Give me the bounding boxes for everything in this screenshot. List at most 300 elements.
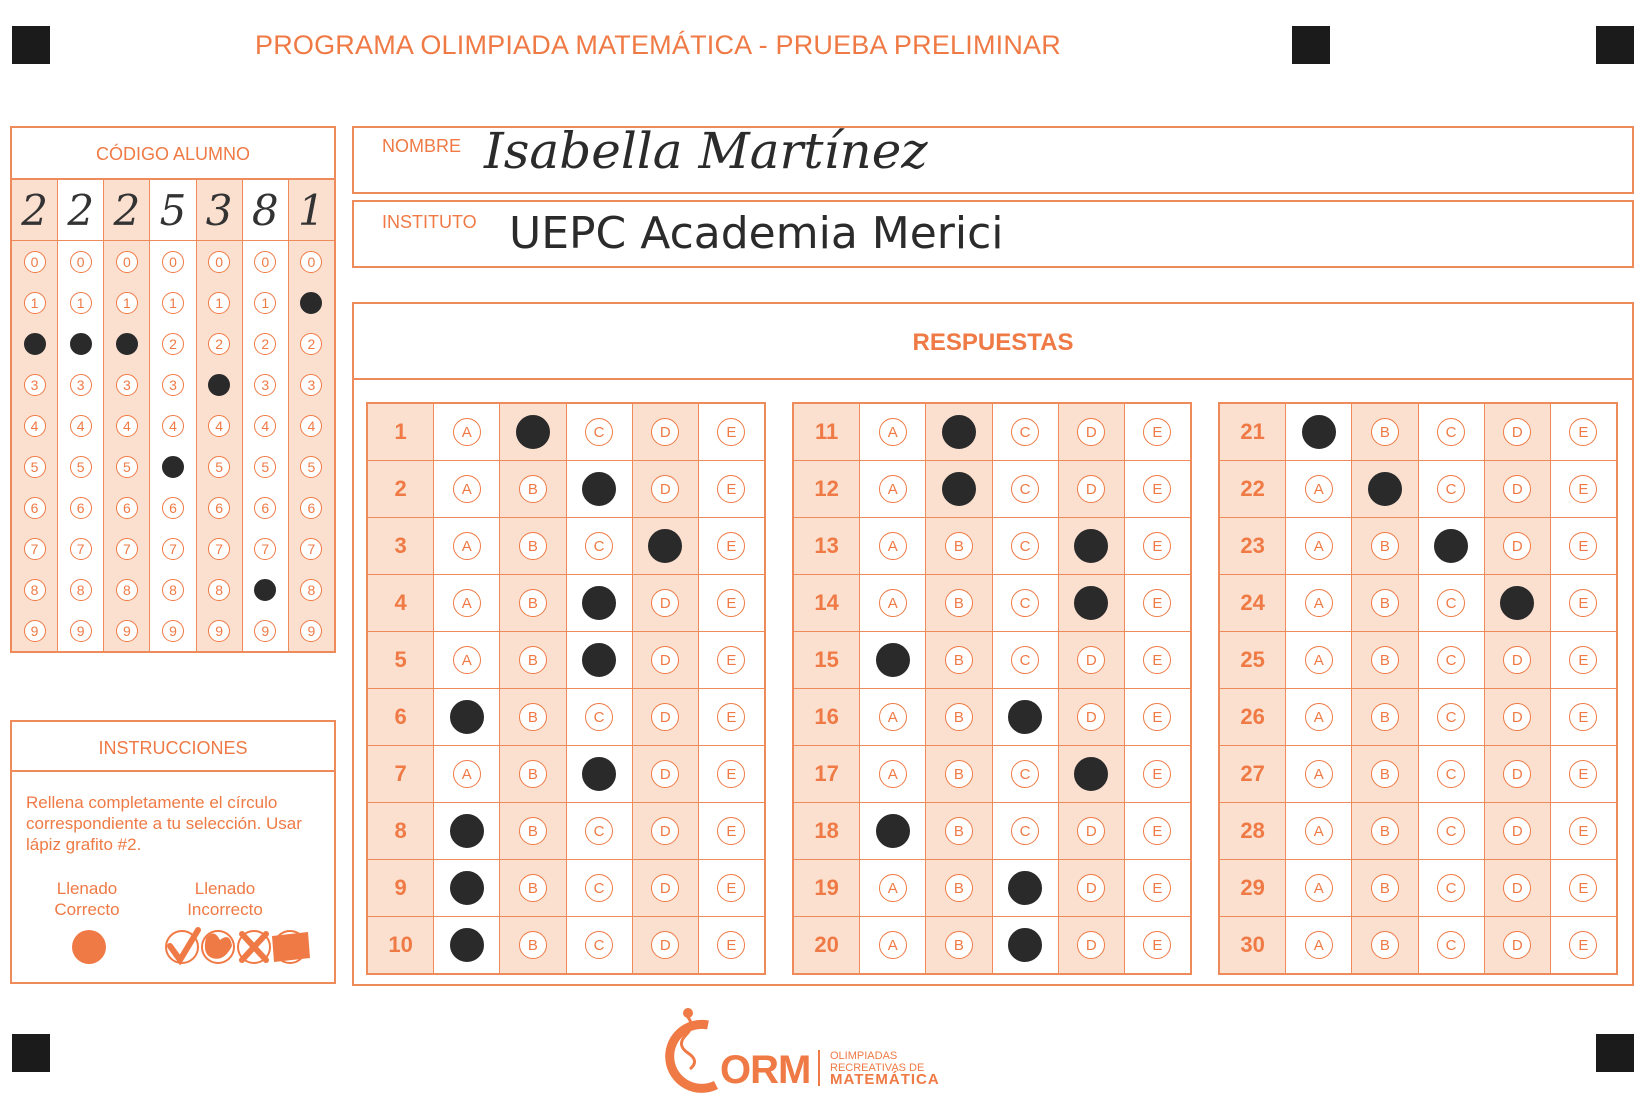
- student-code-bubble[interactable]: 5: [116, 456, 138, 478]
- answer-bubble-e[interactable]: E: [1143, 760, 1171, 788]
- answer-bubble-c[interactable]: [582, 757, 616, 791]
- answer-cell: [1125, 461, 1190, 517]
- answer-bubble-d[interactable]: D: [651, 703, 679, 731]
- student-code-bubble[interactable]: 1: [254, 292, 276, 314]
- answer-bubble-d[interactable]: D: [1503, 760, 1531, 788]
- answer-bubble-d[interactable]: D: [1503, 817, 1531, 845]
- answer-cell: [1352, 803, 1418, 859]
- answer-bubble-b[interactable]: B: [519, 874, 547, 902]
- student-code-bubble-cell: [208, 323, 230, 364]
- answer-row: [368, 746, 764, 803]
- student-code-grid: [10, 178, 336, 653]
- answer-bubble-d[interactable]: [1074, 529, 1108, 563]
- student-code-bubble[interactable]: 6: [300, 497, 322, 519]
- answer-row: [368, 803, 764, 860]
- answer-cell: [434, 632, 500, 688]
- answer-bubble-b[interactable]: B: [519, 589, 547, 617]
- answer-bubble-d[interactable]: D: [1077, 931, 1105, 959]
- answer-bubble-b[interactable]: B: [519, 703, 547, 731]
- answer-cell: [1485, 689, 1551, 745]
- answer-bubble-a[interactable]: A: [879, 874, 907, 902]
- answer-cell: [1485, 860, 1551, 916]
- answer-bubble-b[interactable]: B: [1371, 874, 1399, 902]
- answer-bubble-d[interactable]: D: [1503, 874, 1531, 902]
- student-code-digit[interactable]: 2: [12, 180, 57, 241]
- answer-bubble-b[interactable]: B: [1371, 646, 1399, 674]
- answer-bubble-a[interactable]: A: [879, 475, 907, 503]
- answer-cell: [1125, 917, 1190, 973]
- answer-bubble-c[interactable]: C: [585, 703, 613, 731]
- answer-bubble-d[interactable]: D: [651, 931, 679, 959]
- student-code-bubble[interactable]: 6: [254, 497, 276, 519]
- student-code-bubble[interactable]: 9: [254, 620, 276, 642]
- answer-cell: [633, 860, 699, 916]
- answer-bubble-a[interactable]: A: [453, 589, 481, 617]
- answer-bubble-c[interactable]: C: [585, 931, 613, 959]
- answer-bubble-c[interactable]: C: [1437, 817, 1465, 845]
- answer-bubble-d[interactable]: D: [1077, 418, 1105, 446]
- answer-bubble-c[interactable]: [1434, 529, 1468, 563]
- answer-bubble-a[interactable]: A: [879, 703, 907, 731]
- student-code-bubble-cell: [300, 528, 322, 569]
- answer-bubble-d[interactable]: D: [1503, 931, 1531, 959]
- answer-bubble-c[interactable]: C: [1011, 418, 1039, 446]
- student-code-bubble[interactable]: 8: [24, 579, 46, 601]
- answer-bubble-e[interactable]: E: [1569, 703, 1597, 731]
- answer-bubble-e[interactable]: E: [717, 703, 745, 731]
- answer-bubble-c[interactable]: C: [1437, 703, 1465, 731]
- answer-bubble-d[interactable]: D: [651, 817, 679, 845]
- student-code-bubble[interactable]: 5: [300, 456, 322, 478]
- answer-bubble-b[interactable]: B: [1371, 931, 1399, 959]
- student-code-bubble[interactable]: 3: [116, 374, 138, 396]
- answer-bubble-c[interactable]: C: [1011, 817, 1039, 845]
- student-code-bubble[interactable]: 9: [116, 620, 138, 642]
- student-code-bubble[interactable]: 2: [254, 333, 276, 355]
- answer-cell: [1286, 632, 1352, 688]
- student-code-bubble[interactable]: 6: [116, 497, 138, 519]
- answer-bubble-a[interactable]: A: [1305, 703, 1333, 731]
- answer-bubble-e[interactable]: E: [1569, 931, 1597, 959]
- student-code-bubble[interactable]: 5: [24, 456, 46, 478]
- answer-bubble-e[interactable]: E: [1569, 817, 1597, 845]
- answer-bubble-a[interactable]: [450, 700, 484, 734]
- answer-bubble-d[interactable]: D: [1077, 475, 1105, 503]
- answer-cell: [926, 632, 992, 688]
- student-code-digit[interactable]: 5: [150, 180, 195, 241]
- answer-bubble-c[interactable]: [1008, 928, 1042, 962]
- answer-bubble-d[interactable]: D: [1503, 475, 1531, 503]
- student-code-digit[interactable]: 1: [289, 180, 334, 241]
- student-code-bubble[interactable]: [300, 292, 322, 314]
- answer-bubble-e[interactable]: E: [1143, 874, 1171, 902]
- answer-bubble-c[interactable]: C: [1011, 589, 1039, 617]
- answer-bubble-b[interactable]: B: [1371, 418, 1399, 446]
- student-code-digit[interactable]: 2: [58, 180, 103, 241]
- answer-bubble-c[interactable]: C: [1011, 475, 1039, 503]
- answer-cell: [434, 461, 500, 517]
- student-code-bubble[interactable]: 0: [162, 251, 184, 273]
- student-code-bubble[interactable]: [254, 579, 276, 601]
- student-code-bubble-cell: [162, 241, 184, 282]
- answer-bubble-e[interactable]: E: [1569, 646, 1597, 674]
- answer-bubble-b[interactable]: B: [945, 874, 973, 902]
- student-code-bubble[interactable]: [208, 374, 230, 396]
- answer-cell: [1059, 803, 1125, 859]
- answer-cell: [993, 689, 1059, 745]
- student-code-digit[interactable]: 3: [197, 180, 242, 241]
- student-code-bubble[interactable]: 8: [116, 579, 138, 601]
- student-code-bubble-cell: [24, 364, 46, 405]
- answer-cell: [699, 917, 764, 973]
- answer-bubble-c[interactable]: C: [585, 418, 613, 446]
- answer-bubble-d[interactable]: [648, 529, 682, 563]
- student-code-bubble-cell: [116, 446, 138, 487]
- student-code-bubble-cell: [24, 282, 46, 323]
- answer-bubble-b[interactable]: B: [1371, 703, 1399, 731]
- student-code-bubble[interactable]: 8: [300, 579, 322, 601]
- answer-bubble-a[interactable]: A: [879, 931, 907, 959]
- student-code-bubble[interactable]: 4: [24, 415, 46, 437]
- answer-bubble-c[interactable]: C: [1011, 532, 1039, 560]
- answer-bubble-b[interactable]: B: [1371, 532, 1399, 560]
- answer-bubble-d[interactable]: D: [651, 874, 679, 902]
- answer-bubble-a[interactable]: A: [453, 760, 481, 788]
- question-number: 10: [368, 917, 434, 973]
- answer-bubble-c[interactable]: C: [1011, 646, 1039, 674]
- student-code-bubble[interactable]: 8: [162, 579, 184, 601]
- student-code-bubble[interactable]: 1: [162, 292, 184, 314]
- answer-bubble-e[interactable]: E: [1143, 703, 1171, 731]
- answer-bubble-d[interactable]: [1074, 586, 1108, 620]
- answer-cell: [1352, 860, 1418, 916]
- student-code-bubble[interactable]: 1: [208, 292, 230, 314]
- student-code-bubble-cell: [208, 364, 230, 405]
- answer-bubble-a[interactable]: A: [1305, 589, 1333, 617]
- student-code-bubble-cell: [24, 446, 46, 487]
- answer-bubble-e[interactable]: E: [717, 532, 745, 560]
- answer-bubble-a[interactable]: A: [453, 532, 481, 560]
- answer-bubble-b[interactable]: B: [519, 646, 547, 674]
- answer-bubble-d[interactable]: D: [1077, 817, 1105, 845]
- answer-bubble-e[interactable]: E: [1569, 874, 1597, 902]
- answer-bubble-b[interactable]: [942, 415, 976, 449]
- answer-bubble-e[interactable]: E: [1143, 475, 1171, 503]
- student-code-bubble[interactable]: 6: [24, 497, 46, 519]
- answer-bubble-c[interactable]: C: [585, 532, 613, 560]
- name-value[interactable]: Isabella Martínez: [484, 122, 928, 180]
- answer-bubble-b[interactable]: [942, 472, 976, 506]
- student-code-bubble[interactable]: 0: [70, 251, 92, 273]
- student-code-bubble[interactable]: 2: [208, 333, 230, 355]
- answer-bubble-c[interactable]: C: [585, 817, 613, 845]
- answer-bubble-d[interactable]: D: [651, 475, 679, 503]
- answer-bubble-d[interactable]: D: [651, 646, 679, 674]
- answer-bubble-e[interactable]: E: [1143, 418, 1171, 446]
- student-code-bubble-cell: [24, 487, 46, 528]
- answer-cell: [1419, 632, 1485, 688]
- student-code-bubble-cell: [162, 323, 184, 364]
- student-code-bubble[interactable]: 3: [300, 374, 322, 396]
- student-code-bubble[interactable]: 5: [70, 456, 92, 478]
- student-code-digit[interactable]: 2: [104, 180, 149, 241]
- student-code-bubble[interactable]: 8: [208, 579, 230, 601]
- incorrect-fill-examples-icon: [162, 924, 322, 970]
- question-number: 3: [368, 518, 434, 574]
- answer-bubble-e[interactable]: E: [1569, 418, 1597, 446]
- answer-bubble-e[interactable]: E: [717, 646, 745, 674]
- question-number: 29: [1220, 860, 1286, 916]
- student-code-bubble[interactable]: 1: [70, 292, 92, 314]
- answer-cell: [860, 632, 926, 688]
- incorrect-fill-label: Llenado Incorrecto: [187, 879, 263, 919]
- answer-bubble-c[interactable]: [1008, 700, 1042, 734]
- answer-cell: [567, 746, 633, 802]
- student-code-bubble[interactable]: 0: [208, 251, 230, 273]
- answer-cell: [500, 746, 566, 802]
- answer-cell: [1419, 461, 1485, 517]
- answer-bubble-a[interactable]: A: [453, 475, 481, 503]
- student-code-bubble[interactable]: [24, 333, 46, 355]
- student-code-bubble[interactable]: 9: [162, 620, 184, 642]
- answer-bubble-c[interactable]: C: [1437, 418, 1465, 446]
- answer-bubble-e[interactable]: E: [717, 931, 745, 959]
- student-code-bubble[interactable]: 9: [70, 620, 92, 642]
- student-code-bubble[interactable]: 7: [208, 538, 230, 560]
- answer-bubble-c[interactable]: C: [1437, 589, 1465, 617]
- answer-bubble-d[interactable]: D: [1077, 703, 1105, 731]
- answer-bubble-c[interactable]: [582, 643, 616, 677]
- answer-row: [368, 689, 764, 746]
- answer-bubble-d[interactable]: [1500, 586, 1534, 620]
- student-code-bubble[interactable]: [162, 456, 184, 478]
- answer-bubble-c[interactable]: C: [1437, 760, 1465, 788]
- answer-cell: [434, 518, 500, 574]
- answer-bubble-a[interactable]: [450, 928, 484, 962]
- student-code-bubble[interactable]: 5: [254, 456, 276, 478]
- student-code-bubble-cell: [208, 487, 230, 528]
- student-code-bubble[interactable]: 5: [208, 456, 230, 478]
- answer-bubble-b[interactable]: B: [519, 931, 547, 959]
- answer-cell: [860, 518, 926, 574]
- institute-value[interactable]: UEPC Academia Merici: [509, 208, 1004, 259]
- answer-cell: [699, 689, 764, 745]
- student-code-digit[interactable]: 8: [243, 180, 288, 241]
- logo-line3: MATEMÁTICA: [830, 1071, 940, 1088]
- logo-line1: OLIMPIADAS: [830, 1050, 898, 1062]
- answer-bubble-e[interactable]: E: [1143, 817, 1171, 845]
- answer-bubble-e[interactable]: E: [1569, 475, 1597, 503]
- student-code-bubble[interactable]: 2: [300, 333, 322, 355]
- student-code-bubble[interactable]: 7: [70, 538, 92, 560]
- answer-bubble-a[interactable]: A: [1305, 475, 1333, 503]
- registration-marker-top-left: [12, 26, 50, 64]
- answer-bubble-a[interactable]: A: [1305, 646, 1333, 674]
- student-code-bubble[interactable]: 0: [300, 251, 322, 273]
- answer-bubble-d[interactable]: [1074, 757, 1108, 791]
- student-code-bubble[interactable]: 0: [24, 251, 46, 273]
- answer-bubble-e[interactable]: E: [1569, 532, 1597, 560]
- student-code-bubble[interactable]: 9: [24, 620, 46, 642]
- student-code-bubble[interactable]: 4: [300, 415, 322, 437]
- answer-bubble-d[interactable]: D: [1503, 532, 1531, 560]
- answer-bubble-b[interactable]: B: [945, 817, 973, 845]
- registration-marker-bottom-left: [12, 1034, 50, 1072]
- answer-cell: [434, 803, 500, 859]
- answer-bubble-e[interactable]: E: [717, 589, 745, 617]
- student-code-bubble[interactable]: [116, 333, 138, 355]
- student-code-bubble-cell: [208, 528, 230, 569]
- answer-bubble-e[interactable]: E: [1143, 589, 1171, 617]
- student-code-bubble[interactable]: 7: [116, 538, 138, 560]
- student-code-bubble[interactable]: 4: [254, 415, 276, 437]
- student-code-bubble-cell: [208, 446, 230, 487]
- student-code-bubble[interactable]: 7: [24, 538, 46, 560]
- student-code-bubble[interactable]: 4: [162, 415, 184, 437]
- answer-bubble-c[interactable]: C: [1011, 760, 1039, 788]
- answer-bubble-e[interactable]: E: [717, 760, 745, 788]
- student-code-column: [150, 180, 196, 651]
- answer-bubble-d[interactable]: D: [651, 589, 679, 617]
- student-code-bubble[interactable]: 7: [300, 538, 322, 560]
- answer-bubble-a[interactable]: A: [1305, 931, 1333, 959]
- answer-bubble-b[interactable]: B: [945, 931, 973, 959]
- answer-cell: [500, 575, 566, 631]
- student-code-bubble[interactable]: 3: [70, 374, 92, 396]
- student-code-bubble-cell: [24, 610, 46, 651]
- answer-bubble-e[interactable]: E: [1143, 931, 1171, 959]
- answer-bubble-d[interactable]: D: [1503, 646, 1531, 674]
- answer-bubble-b[interactable]: B: [945, 589, 973, 617]
- answer-bubble-c[interactable]: [582, 586, 616, 620]
- answer-bubble-c[interactable]: C: [585, 874, 613, 902]
- answer-bubble-d[interactable]: D: [1077, 874, 1105, 902]
- student-code-bubble[interactable]: 9: [208, 620, 230, 642]
- answer-bubble-b[interactable]: B: [945, 646, 973, 674]
- answer-bubble-b[interactable]: [1368, 472, 1402, 506]
- logo-line2: RECREATIVAS DE: [830, 1062, 925, 1074]
- student-code-bubble[interactable]: 0: [116, 251, 138, 273]
- answer-bubble-d[interactable]: D: [1503, 703, 1531, 731]
- answer-bubble-a[interactable]: [876, 814, 910, 848]
- answer-bubble-c[interactable]: [1008, 871, 1042, 905]
- student-code-bubble-cell: [300, 610, 322, 651]
- student-code-bubble[interactable]: 0: [254, 251, 276, 273]
- answer-bubble-d[interactable]: D: [1503, 418, 1531, 446]
- answer-bubble-c[interactable]: [582, 472, 616, 506]
- answer-bubble-b[interactable]: B: [945, 703, 973, 731]
- answer-bubble-a[interactable]: [450, 814, 484, 848]
- answer-cell: [1485, 518, 1551, 574]
- answer-bubble-b[interactable]: B: [519, 532, 547, 560]
- answer-bubble-a[interactable]: A: [879, 589, 907, 617]
- student-code-bubble-cell: [162, 610, 184, 651]
- answer-bubble-e[interactable]: E: [717, 475, 745, 503]
- answer-bubble-b[interactable]: B: [519, 760, 547, 788]
- student-code-bubble[interactable]: 7: [254, 538, 276, 560]
- answer-bubble-e[interactable]: E: [1143, 532, 1171, 560]
- student-code-bubble-cell: [208, 282, 230, 323]
- student-code-bubble[interactable]: 1: [24, 292, 46, 314]
- answer-bubble-d[interactable]: D: [651, 760, 679, 788]
- student-code-bubble[interactable]: 6: [208, 497, 230, 519]
- answer-bubble-e[interactable]: E: [717, 874, 745, 902]
- answer-bubble-d[interactable]: D: [1077, 646, 1105, 674]
- answer-bubble-b[interactable]: [516, 415, 550, 449]
- answer-bubble-a[interactable]: A: [453, 646, 481, 674]
- student-code-bubble[interactable]: 6: [70, 497, 92, 519]
- answer-bubble-b[interactable]: B: [945, 760, 973, 788]
- student-code-bubble[interactable]: 7: [162, 538, 184, 560]
- answer-bubble-a[interactable]: [450, 871, 484, 905]
- answer-bubble-a[interactable]: A: [1305, 532, 1333, 560]
- answer-bubble-a[interactable]: A: [1305, 817, 1333, 845]
- answer-bubble-a[interactable]: A: [879, 418, 907, 446]
- answer-bubble-b[interactable]: B: [519, 475, 547, 503]
- student-code-bubble[interactable]: 9: [300, 620, 322, 642]
- student-code-bubble[interactable]: 4: [208, 415, 230, 437]
- answer-bubble-b[interactable]: B: [1371, 760, 1399, 788]
- answer-cell: [1419, 917, 1485, 973]
- answer-bubble-a[interactable]: A: [453, 418, 481, 446]
- answer-bubble-c[interactable]: C: [1437, 646, 1465, 674]
- answer-bubble-b[interactable]: B: [945, 532, 973, 560]
- answer-cell: [1551, 575, 1616, 631]
- answer-bubble-c[interactable]: C: [1437, 874, 1465, 902]
- answer-cell: [1125, 575, 1190, 631]
- answer-cell: [993, 860, 1059, 916]
- answer-bubble-c[interactable]: C: [1437, 931, 1465, 959]
- answer-bubble-a[interactable]: [1302, 415, 1336, 449]
- student-code-bubble[interactable]: 3: [254, 374, 276, 396]
- answer-cell: [1485, 803, 1551, 859]
- answers-section-label: RESPUESTAS: [352, 302, 1634, 380]
- student-code-bubble[interactable]: [70, 333, 92, 355]
- answer-bubble-e[interactable]: E: [717, 418, 745, 446]
- student-code-bubble[interactable]: 2: [162, 333, 184, 355]
- answer-bubble-e[interactable]: E: [717, 817, 745, 845]
- answer-bubble-a[interactable]: A: [1305, 874, 1333, 902]
- answer-cell: [567, 461, 633, 517]
- student-code-bubble[interactable]: 3: [24, 374, 46, 396]
- answer-bubble-b[interactable]: B: [519, 817, 547, 845]
- answer-bubble-c[interactable]: C: [1437, 475, 1465, 503]
- answer-bubble-a[interactable]: [876, 643, 910, 677]
- answer-bubble-e[interactable]: E: [1569, 589, 1597, 617]
- answer-cell: [1286, 575, 1352, 631]
- answer-bubble-e[interactable]: E: [1569, 760, 1597, 788]
- answer-bubble-d[interactable]: D: [651, 418, 679, 446]
- student-code-bubble[interactable]: 8: [70, 579, 92, 601]
- answer-bubble-b[interactable]: B: [1371, 589, 1399, 617]
- answer-cell: [1059, 860, 1125, 916]
- student-code-bubble[interactable]: 3: [162, 374, 184, 396]
- student-code-bubble[interactable]: 6: [162, 497, 184, 519]
- answer-bubble-b[interactable]: B: [1371, 817, 1399, 845]
- student-code-bubble[interactable]: 4: [116, 415, 138, 437]
- answer-bubble-a[interactable]: A: [879, 532, 907, 560]
- answer-bubble-a[interactable]: A: [879, 760, 907, 788]
- student-code-bubble-cell: [300, 569, 322, 610]
- name-label: NOMBRE: [382, 136, 462, 156]
- answer-bubble-e[interactable]: E: [1143, 646, 1171, 674]
- answer-bubble-a[interactable]: A: [1305, 760, 1333, 788]
- question-number: 28: [1220, 803, 1286, 859]
- student-code-bubble[interactable]: 4: [70, 415, 92, 437]
- student-code-bubble-cell: [116, 610, 138, 651]
- student-code-bubble[interactable]: 1: [116, 292, 138, 314]
- answer-cell: [1419, 404, 1485, 460]
